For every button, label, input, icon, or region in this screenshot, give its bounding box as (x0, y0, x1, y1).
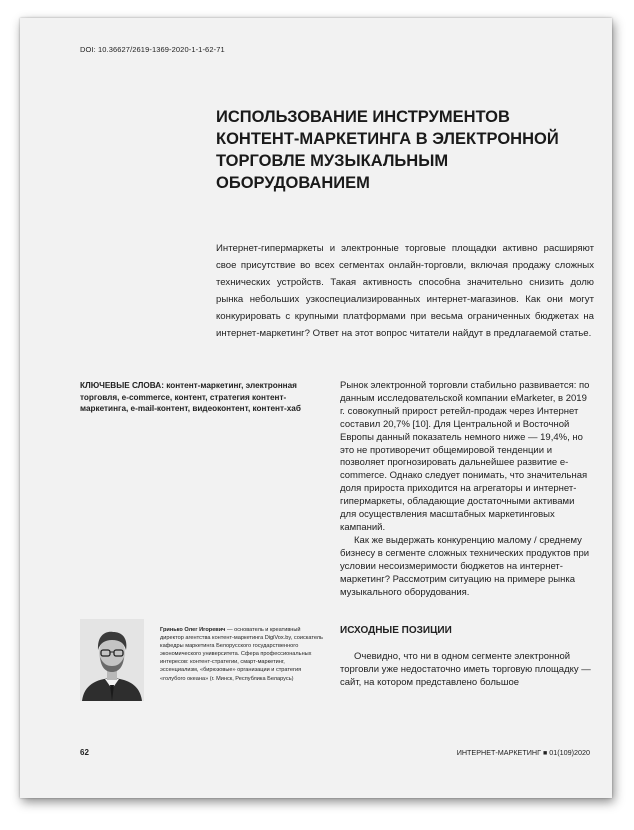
author-bio: — основатель и креативный директор агентства контент-маркетинга DigiVox.by, соискатель кафедры маркетинга Белорусского государственного экономического университета. Сфера профессиональных интересов: контент-стратегии, смарт-маркетинг, эссенциализм, «бирюзовые» организации и стратегия «голубого океана» (г. Минск, Республика Беларусь) (160, 627, 323, 682)
body-paragraph-1: Рынок электронной торговли стабильно развивается: по данным исследовательской компании eMarketer, в 2019 г. совокупный прирост ретейл-продаж через Интернет составил 20,7% [10]. Для Центральной и Восточной Европы данный показатель немного ниже — 19,4%, но это не противоречит общемировой тенденции и позволяет прогнозировать дальнейшее развитие e-commerce. Однако следует понимать, что значительная доля прироста приходится на агрегаторы и интернет-гипермаркеты, обладающие достаточными активами для осуществления масштабных маркетинговых кампаний. (340, 380, 590, 533)
journal-footer (457, 748, 590, 757)
author-photo (80, 619, 144, 701)
doi-line: DOI: 10.36627/2619-1369-2020-1-1-62-71 (80, 45, 225, 54)
keywords (80, 380, 324, 415)
body-paragraph-3: Очевидно, что ни в одном сегменте электронной торговли уже недостаточно иметь торговую площадку — сайт, на котором представлено большое (340, 651, 591, 689)
journal-page (20, 18, 612, 798)
square-separator-icon: ■ (543, 750, 548, 757)
author-name: Гринько Олег Игоревич (160, 627, 226, 633)
section-heading: ИСХОДНЫЕ ПОЗИЦИИ (340, 625, 452, 637)
page-number: 62 (80, 748, 89, 757)
body-paragraph-2: Как же выдержать конкуренцию малому / среднему бизнесу в сегменте сложных технических продуктов при условии несоизмеримости бюджетов на интернет-маркетинг? Рассмотрим ситуацию на примере рынка музыкального оборудования. (340, 534, 590, 598)
journal-name: ИНТЕРНЕТ-МАРКЕТИНГ (456, 748, 541, 757)
article-lead: Интернет-гипермаркеты и электронные торговые площадки активно расширяют свое присутствие во всех сегментах онлайн-торговли, включая продажу сложных технических устройств. Такая активность способна значительно снизить долю рынка небольших узкоспециализированных интернет-магазинов. Как они могут конкурировать с крупными платформами при весьма ограниченных бюджетах на интернет-маркетинг? Ответ на этот вопрос читатели найдут в предлагаемой статье. (216, 243, 594, 339)
keywords-text: контент-маркетинг, электронная торговля, e-commerce, контент, стратегия контент-маркетинга, e-mail-контент, видеоконтент, контент-хаб (80, 381, 301, 413)
article-title: ИСПОЛЬЗОВАНИЕ ИНСТРУМЕНТОВ КОНТЕНТ-МАРКЕТИНГА В ЭЛЕКТРОННОЙ ТОРГОВЛЕ МУЗЫКАЛЬНЫМ ОБОРУДОВАНИЕМ (216, 108, 559, 192)
author-portrait-icon (80, 619, 144, 701)
journal-issue: 01(109)2020 (549, 748, 590, 757)
body-column (340, 380, 592, 690)
author-info (160, 626, 324, 683)
keywords-label: КЛЮЧЕВЫЕ СЛОВА: (80, 381, 164, 390)
